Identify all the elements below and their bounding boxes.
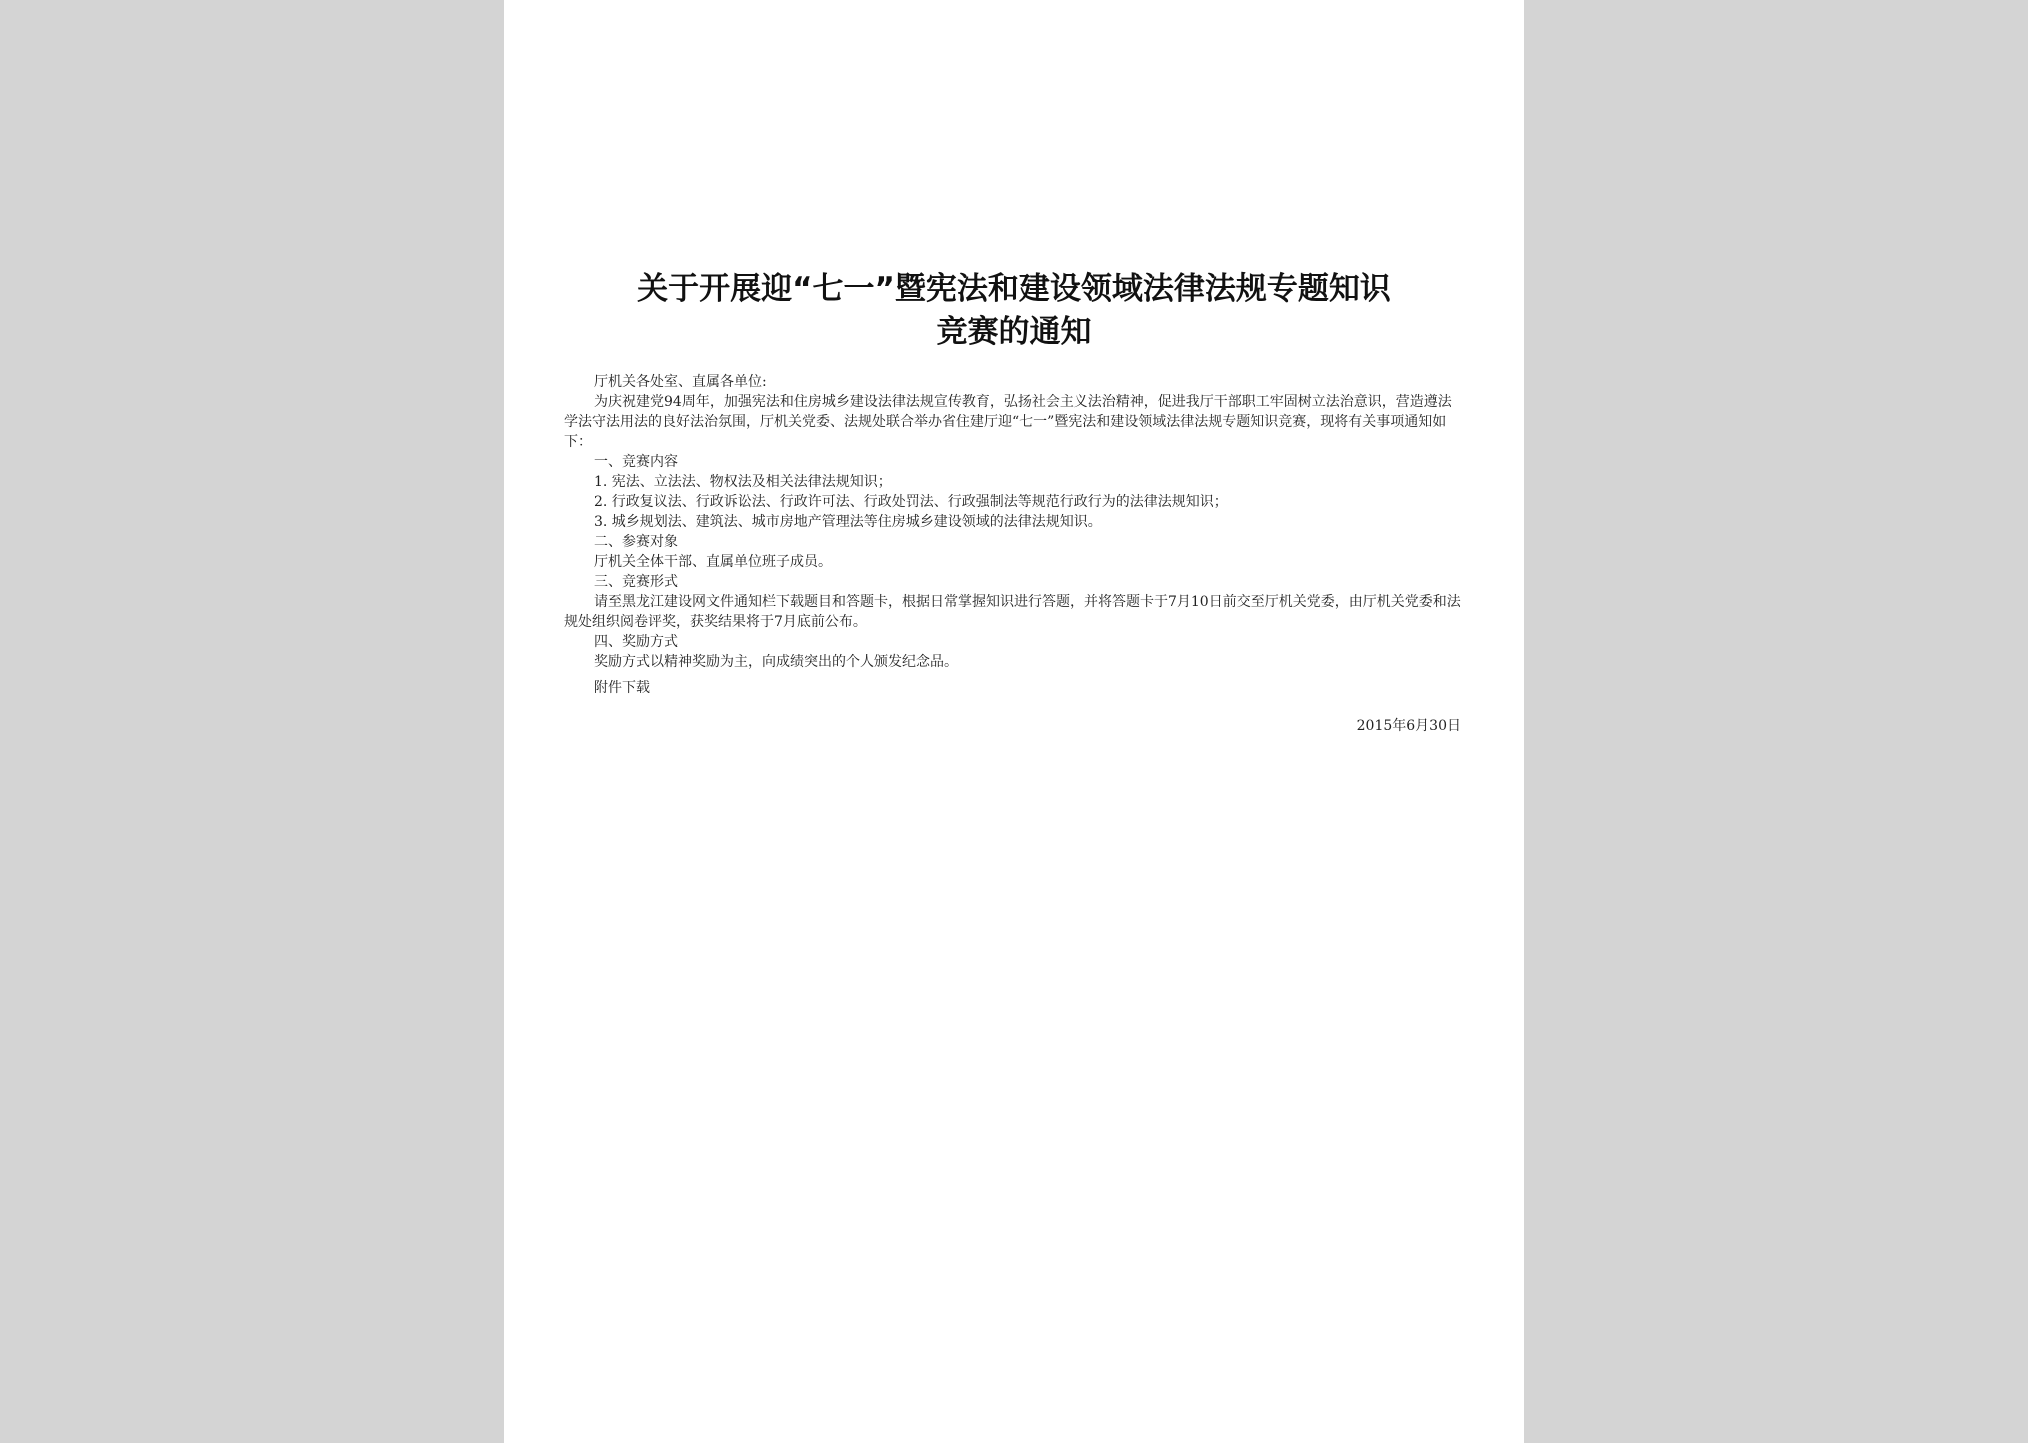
salutation: 厅机关各处室、直属各单位: xyxy=(594,374,767,390)
section-3-text: 请至黑龙江建设网文件通知栏下载题目和答题卡，根据日常掌握知识进行答题，并将答题卡于7月10日前交至厅机关党委，由厅机关党委和法规处组织阅卷评奖，获奖结果将于7月底前公布。 xyxy=(564,594,1461,630)
section-2-text: 厅机关全体干部、直属单位班子成员。 xyxy=(594,554,832,570)
section-4-heading: 四、奖励方式 xyxy=(594,634,678,650)
document-date: 2015年6月30日 xyxy=(1356,718,1461,734)
title-line-1: 关于开展迎“七一”暨宪法和建设领域法律法规专题知识 xyxy=(637,271,1391,307)
intro-paragraph: 为庆祝建党94周年，加强宪法和住房城乡建设法律法规宣传教育，弘扬社会主义法治精神，促进我厅干部职工牢固树立法治意识，营造遵法学法守法用法的良好法治氛围，厅机关党委、法规处联合举办省住建厅迎“七一”暨宪法和建设领域法律法规专题知识竞赛，现将有关事项通知如下： xyxy=(564,394,1452,450)
document-title xyxy=(564,268,1464,354)
section-2-heading: 二、参赛对象 xyxy=(594,534,678,550)
document-page xyxy=(504,0,1524,1443)
attachment-download-link[interactable]: 附件下载 xyxy=(594,680,650,696)
document-body xyxy=(564,372,1464,698)
section-1-heading: 一、竞赛内容 xyxy=(594,454,678,470)
section-1-item-3: 3. 城乡规划法、建筑法、城市房地产管理法等住房城乡建设领域的法律法规知识。 xyxy=(594,514,1102,530)
section-3-heading: 三、竞赛形式 xyxy=(594,574,678,590)
section-1-item-2: 2. 行政复议法、行政诉讼法、行政许可法、行政处罚法、行政强制法等规范行政行为的法律法规知识； xyxy=(594,494,1228,510)
section-1-item-1: 1. 宪法、立法法、物权法及相关法律法规知识； xyxy=(594,474,892,490)
title-line-2: 竞赛的通知 xyxy=(936,314,1092,350)
section-4-text: 奖励方式以精神奖励为主，向成绩突出的个人颁发纪念品。 xyxy=(594,654,958,670)
